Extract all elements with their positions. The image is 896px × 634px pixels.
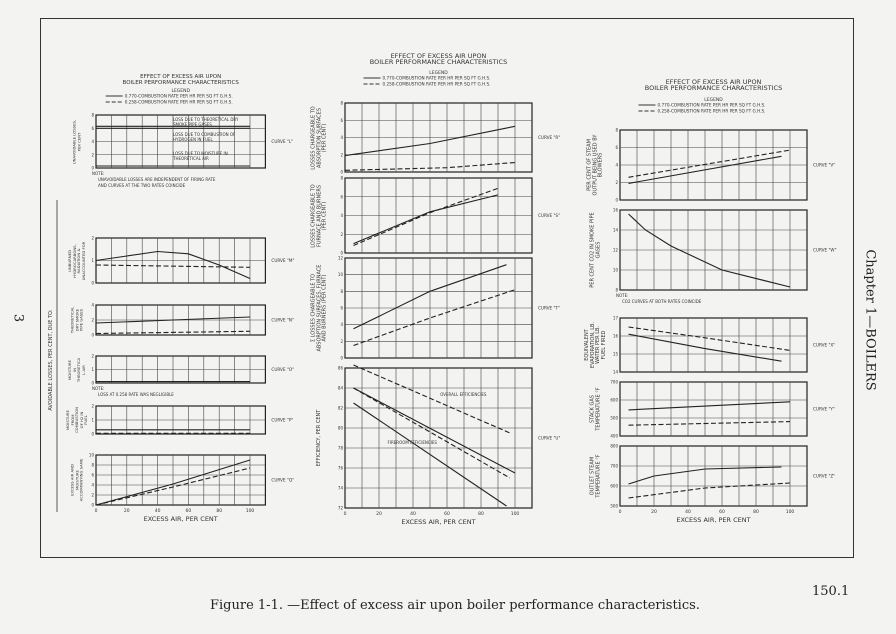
x-axis-label: EXCESS AIR, PER CENT [143,515,218,523]
y-tick-label: 76 [337,465,343,471]
y-axis-label: UNBURNED HYDROCARBONS, RADIATION & UNACCOUNTED FOR [67,241,86,280]
curve-label: CURVE "S" [538,213,561,218]
y-tick-label: 8 [340,100,343,106]
chart-note: NOTE: [616,293,629,298]
chart-plot-area [620,318,807,372]
y-tick-label: 0 [91,280,94,286]
y-tick-label: 6 [91,125,94,131]
y-tick-label: 8 [615,127,618,133]
legend-solid-label: 0.770-COMBUSTION RATE PER HR PER SQ FT G.H.S. [382,75,491,81]
y-axis-label: UNAVOIDABLE LOSSES, PER CENT [71,119,81,164]
chart-note: NOTE: [92,171,105,176]
y-tick-label: 4 [91,482,94,488]
y-tick-label: 12 [337,255,343,261]
y-tick-label: 2 [340,338,343,344]
curve-label: CURVE "Z" [813,473,836,479]
y-tick-label: 2 [91,353,94,359]
annotation-label: OVERALL EFFICIENCIES [440,392,487,397]
x-tick-label: 20 [651,510,657,515]
y-axis-label: PER CENT OF STEAM OUTPUT BEING USED BY BLOWERS [586,134,604,196]
y-tick-label: 8 [91,112,94,118]
y-tick-label: 10 [337,272,343,278]
x-axis-label: EXCESS AIR, PER CENT [676,516,751,524]
x-axis-label: EXCESS AIR, PER CENT [401,518,476,526]
y-tick-label: 6 [340,117,343,123]
x-tick-label: 80 [216,509,223,514]
y-tick-label: 80 [337,425,343,431]
y-tick-label: 2 [91,317,94,323]
y-tick-label: 0 [340,355,343,361]
y-tick-label: 86 [337,365,343,371]
y-tick-label: 2 [91,152,94,158]
x-tick-label: 60 [719,510,725,515]
chapter-heading: Chapter 1—BOILERS [862,249,878,391]
x-tick-label: 40 [410,512,416,517]
y-tick-label: 2 [340,231,343,237]
y-tick-label: 2 [91,403,94,409]
chart-plot-area [345,368,532,508]
page-number: 3 [10,313,26,323]
y-tick-label: 4 [91,302,94,308]
curve-label: CURVE "V" [813,162,836,168]
y-tick-label: 12 [612,247,618,253]
legend-dashed-label: 0.258-COMBUSTION RATE PER HR PER SQ FT G.H.S. [657,108,766,114]
legend-solid-label: 0.770-COMBUSTION RATE PER HR PER SQ FT G.H.S. [124,93,233,99]
y-axis-label: LOSSES CHARGEABLE TO ABSORPTION SURFACES (PER CENT) [310,105,328,170]
chart-note: UNAVOIDABLE LOSSES ARE INDEPENDENT OF FIRING RATE [98,177,216,182]
y-tick-label: 0 [91,332,94,338]
chart-title: EFFECT OF EXCESS AIR UPON [390,52,487,60]
x-tick-label: 100 [785,510,795,515]
curve-label: CURVE "U" [538,435,561,441]
y-axis-label: PER CENT CO2 IN SMOKE PIPE GASES [589,212,601,288]
y-tick-label: 2 [91,235,94,241]
y-tick-label: 400 [610,433,618,439]
x-tick-label: 20 [376,512,382,517]
chart-note: AND CURVES AT THE TWO RATES COINCIDE [98,183,186,188]
y-tick-label: 800 [610,443,618,449]
series-line-dashed [629,422,791,426]
chart-title: EFFECT OF EXCESS AIR UPON [665,78,762,86]
chart-note: CO2 CURVES AT BOTH RATES COINCIDE [622,299,702,304]
y-tick-label: 84 [337,385,343,391]
x-tick-label: 80 [753,510,759,515]
y-tick-label: 2 [340,152,343,158]
series-line-dashed [629,483,791,498]
curve-label: CURVE "W" [813,247,837,253]
figure-number: 150.1 [812,584,850,599]
y-tick-label: 2 [615,180,618,185]
curve-label: CURVE "L" [271,139,294,144]
y-axis-label: EXCESS AIR AND MOISTURE ACCOMPANYING SAME [69,458,84,502]
x-tick-label: 40 [154,509,161,514]
chart-plot-area [620,446,807,506]
y-tick-label: 6 [615,145,618,150]
y-axis-label: EQUIVALENT EVAPORATION, LB. WATER PER LB. FUEL FIRED [583,321,607,369]
y-tick-label: 1 [91,367,94,372]
chart-title: BOILER PERFORMANCE CHARACTERISTICS [644,84,783,92]
legend-dashed-label: 0.258-COMBUSTION RATE PER HR PER SQ FT G.H.S. [382,81,491,87]
y-tick-label: 72 [337,505,343,511]
x-tick-label: 20 [123,509,130,514]
y-tick-label: 0 [91,431,94,437]
chart-title: BOILER PERFORMANCE CHARACTERISTICS [122,80,239,86]
y-tick-label: 14 [612,227,618,233]
y-axis-label: THEORETICAL DRY SMOKE PIPE GASES [69,306,84,334]
curve-label: CURVE "M" [271,258,295,263]
group-label: AVOIDABLE LOSSES, PER CENT, DUE TO: [48,309,54,411]
curve-label: CURVE "O" [271,367,295,372]
y-tick-label: 6 [340,194,343,200]
y-tick-label: 0 [615,197,618,203]
y-tick-label: 700 [610,379,618,385]
legend-dashed-label: 0.258-COMBUSTION RATE PER HR PER SQ FT G.H.S. [124,99,233,105]
x-tick-label: 0 [343,512,347,517]
series-line-solid [354,388,516,473]
y-tick-label: 78 [337,445,343,451]
y-tick-label: 0 [340,169,343,175]
y-tick-label: 1 [91,258,94,263]
y-tick-label: 8 [340,175,343,181]
curve-label: CURVE "Y" [813,406,835,412]
curve-label: CURVE "X" [813,342,836,348]
series-line-dashed [354,365,510,433]
legend-heading: LEGEND [704,98,723,103]
y-axis-label: MOISTURE FROM COMBUSTION OF H2 IN FUEL [64,407,88,433]
curve-label: CURVE "Q" [271,477,295,483]
curve-label: CURVE "R" [538,135,561,140]
series-line-dashed [354,290,516,346]
series-line-solid [629,214,791,287]
y-axis-label: MOISTURE IN THEORETICAL AIR [67,357,86,382]
y-tick-label: 4 [340,213,343,218]
chart-title: EFFECT OF EXCESS AIR UPON [140,74,222,80]
curve-label: CURVE "P" [271,417,294,423]
legend-heading: LEGEND [429,71,448,76]
annotation-label: LOSS DUE TO COMBUSTION OF HYDROGEN IN FUEL [173,132,236,142]
legend-heading: LEGEND [171,89,190,94]
series-line-dashed [629,150,791,177]
series-line-dashed [354,388,510,478]
y-tick-label: 0 [91,165,94,171]
y-tick-label: 74 [337,485,343,491]
curve-label: CURVE "T" [538,305,560,311]
y-tick-label: 4 [91,139,94,144]
y-tick-label: 10 [88,452,94,458]
y-tick-label: 4 [615,162,618,168]
y-tick-label: 0 [91,502,94,508]
y-tick-label: 8 [340,288,343,294]
annotation-label: LOSS DUE TO THEORETICAL DRY SMOKE PIPE GASES [173,117,239,127]
series-line-solid [629,402,791,410]
y-tick-label: 15 [612,351,618,357]
y-tick-label: 0 [91,380,94,386]
y-tick-label: 82 [337,405,343,411]
annotation-label: FIREROOM EFFICIENCIES [387,440,437,445]
y-tick-label: 500 [610,503,618,509]
chart-note: LOSS AT 0.258 RATE WAS NEGLIGIBLE [98,392,174,397]
y-axis-label: OUTLET STEAM TEMPERATURE °F [589,454,601,498]
y-tick-label: 6 [340,305,343,311]
y-tick-label: 0 [340,250,343,256]
figure-caption: Figure 1-1. —Effect of excess air upon boiler performance characteristics. [210,598,700,613]
y-axis-label: Σ LOSSES CHARGEABLE TO ABSORPTION SURFACES, FURNACE AND BURNERS (PER CENT) [310,264,328,352]
y-axis-label: STACK GAS TEMPERATURE °F [589,387,601,431]
curve-label: CURVE "N" [271,317,294,323]
chart-title: BOILER PERFORMANCE CHARACTERISTICS [369,58,508,66]
y-tick-label: 500 [610,415,618,421]
chart-note: NOTE: [92,386,105,391]
annotation-label: LOSS DUE TO MOISTURE IN THEORETICAL AIR [173,151,228,161]
y-tick-label: 1 [91,417,94,423]
x-tick-label: 80 [478,512,484,517]
y-tick-label: 600 [610,397,618,403]
x-tick-label: 100 [510,512,520,517]
y-tick-label: 4 [340,322,343,328]
x-tick-label: 60 [185,509,192,514]
y-axis-label: EFFICIENCY, PER CENT [316,409,323,467]
y-tick-label: 8 [615,287,618,293]
y-tick-label: 700 [610,463,618,469]
y-tick-label: 14 [612,369,618,375]
x-tick-label: 100 [245,509,255,514]
y-tick-label: 16 [612,333,618,339]
y-tick-label: 10 [612,267,618,273]
x-tick-label: 0 [618,510,622,515]
y-axis-label: LOSSES CHARGEABLE TO FURNACE AND BURNERS (PER CENT) [310,183,328,248]
y-tick-label: 8 [91,462,94,468]
y-tick-label: 2 [91,492,94,498]
y-tick-label: 4 [340,135,343,140]
y-tick-label: 17 [612,315,618,321]
x-tick-label: 40 [685,510,691,515]
y-tick-label: 6 [91,472,94,478]
legend-solid-label: 0.770-COMBUSTION RATE PER HR PER SQ FT G.H.S. [657,102,766,108]
x-tick-label: 60 [444,512,450,517]
y-tick-label: 16 [612,207,618,213]
y-tick-label: 600 [610,483,618,489]
x-tick-label: 0 [94,509,98,514]
